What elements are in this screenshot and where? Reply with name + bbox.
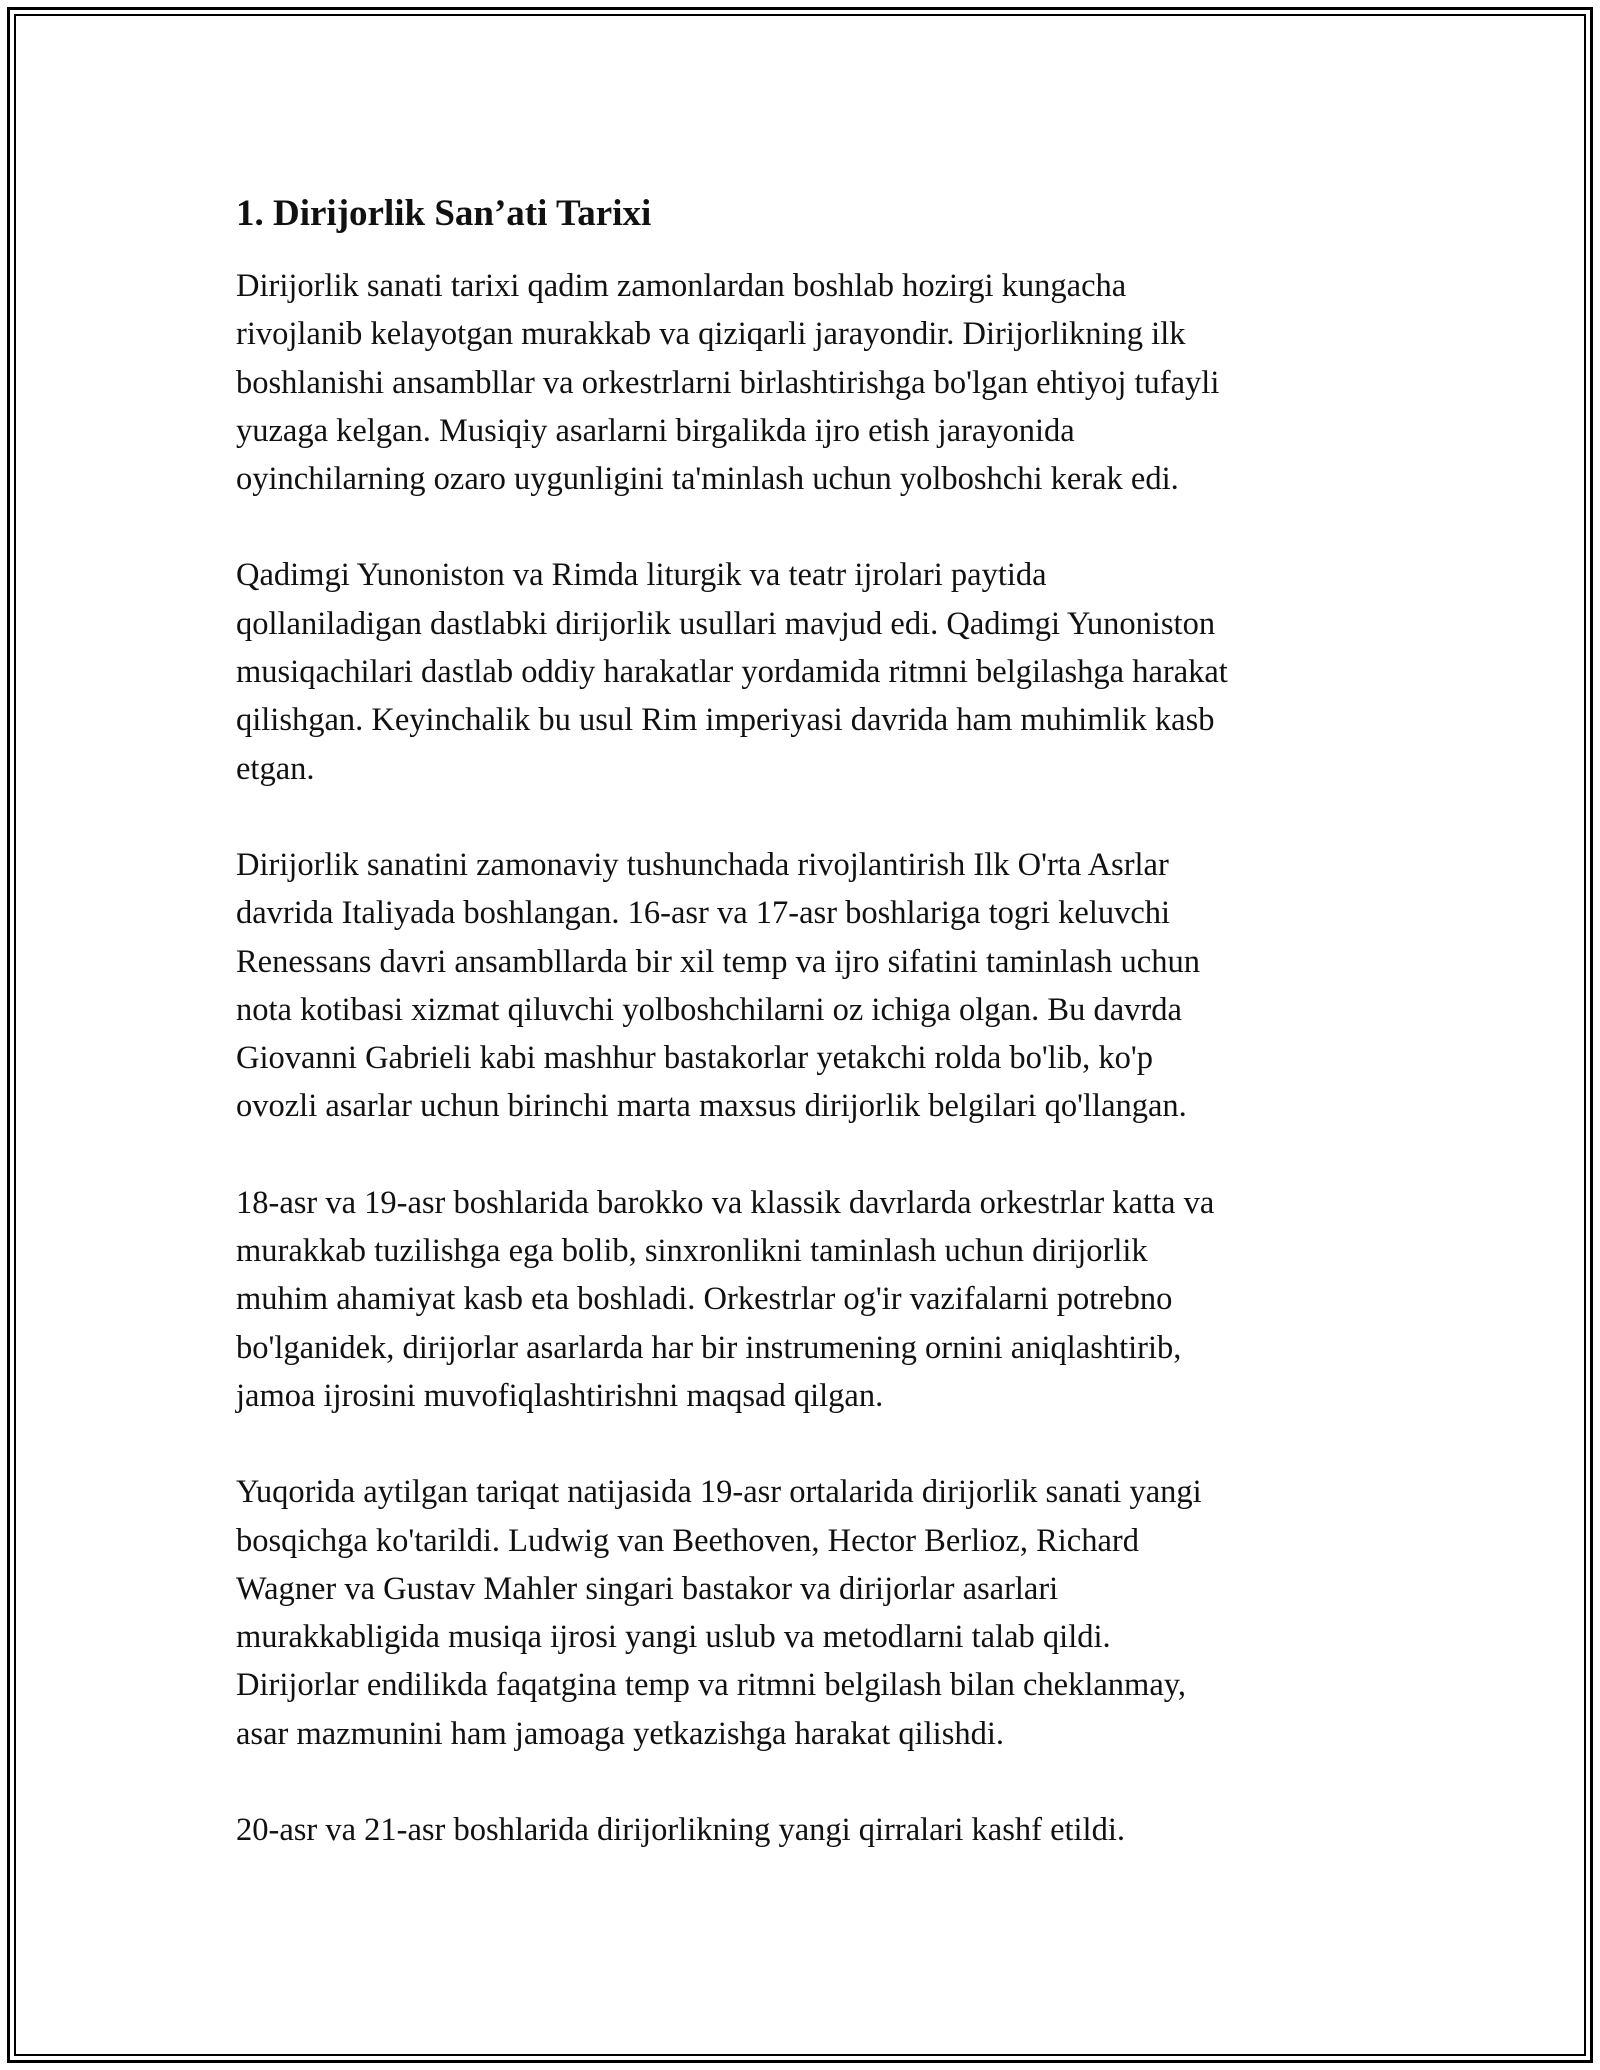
paragraph-ancient-greece-rome: Qadimgi Yunoniston va Rimda liturgik va teatr ijrolari paytida qollaniladigan dastlabki dirijorlik usullari mavjud edi. Qadimgi Yunoniston musiqachilari dastlab oddiy harakatlar yordamida ritmni belgilashga harakat qilishgan. Keyinchalik bu usul Rim imperiyasi davrida ham muhimlik kasb etgan. <box>236 557 1228 787</box>
document-body <box>236 186 1366 1902</box>
section-title: 1. Dirijorlik San’ati Tarixi <box>236 193 652 234</box>
paragraph-renaissance-italy: Dirijorlik sanatini zamonaviy tushunchada rivojlantirish Ilk O'rta Asrlar davrida Italiyada boshlangan. 16-asr va 17-asr boshlariga togri keluvchi Renessans davri ansambllarda bir xil temp va ijro sifatini taminlash uchun nota kotibasi xizmat qiluvchi yolboshchilarni oz ichiga olgan. Bu davrda Giovanni Gabrieli kabi mashhur bastakorlar yetakchi rolda bo'lib, ko'p ovozli asarlar uchun birinchi marta maxsus dirijorlik belgilari qo'llangan. <box>236 846 1200 1125</box>
paragraph-baroque-classical: 18-asr va 19-asr boshlarida barokko va klassik davrlarda orkestrlar katta va murakkab tuzilishga ega bolib, sinxronlikni taminlash uchun dirijorlik muhim ahamiyat kasb eta boshladi. Orkestrlar og'ir vazifalarni potrebno bo'lganidek, dirijorlar asarlarda har bir instrumening ornini aniqlashtirib, jamoa ijrosini muvofiqlashtirishni maqsad qilgan. <box>236 1184 1215 1414</box>
paragraph-nineteenth-century: Yuqorida aytilgan tariqat natijasida 19-asr ortalarida dirijorlik sanati yangi bosqichga ko'tarildi. Ludwig van Beethoven, Hector Berlioz, Richard Wagner va Gustav Mahler singari bastakor va dirijorlar asarlari murakkabligida musiqa ijrosi yangi uslub va metodlarni talab qildi. Dirijorlar endilikda faqatgina temp va ritmni belgilash bilan cheklanmay, asar mazmunini ham jamoaga yetkazishga harakat qilishdi. <box>236 1474 1202 1752</box>
paragraph-intro: Dirijorlik sanati tarixi qadim zamonlardan boshlab hozirgi kungacha rivojlanib kelayotgan murakkab va qiziqarli jarayondir. Dirijorlikning ilk boshlanishi ansambllar va orkestrlarni birlashtirishga bo'lgan ehtiyoj tufayli yuzaga kelgan. Musiqiy asarlarni birgalikda ijro etish jarayonida oyinchilarning ozaro uygunligini ta'minlash uchun yolboshchi kerak edi. <box>236 268 1220 498</box>
paragraph-modern-era: 20-asr va 21-asr boshlarida dirijorlikning yangi qirralari kashf etildi. <box>236 1812 1125 1849</box>
